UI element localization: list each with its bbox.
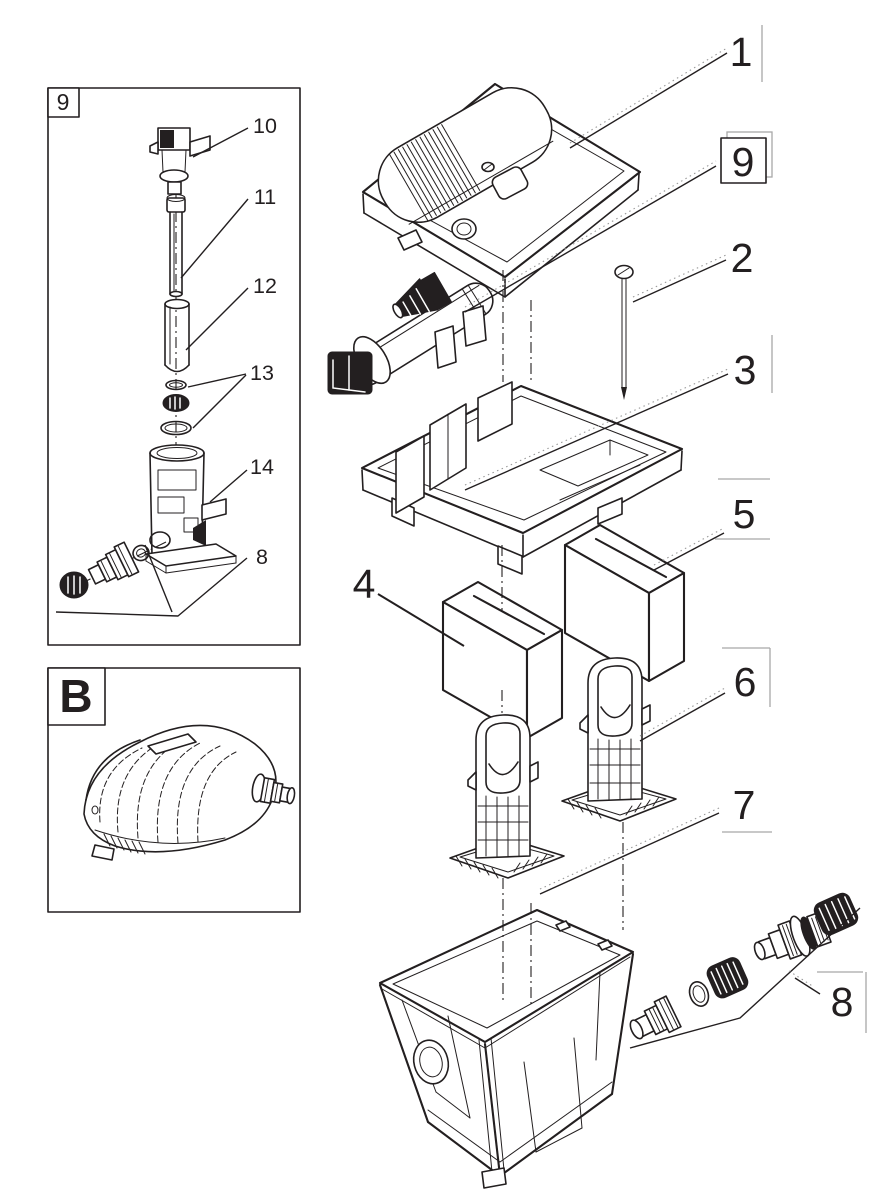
callout-1: 1	[729, 29, 753, 75]
container-outlet	[409, 1037, 453, 1088]
callout-3: 3	[733, 347, 757, 393]
filter-lid-part	[363, 74, 640, 297]
uv-lamp-holder-part	[150, 128, 210, 194]
callout-11: 11	[253, 185, 277, 209]
pump-inset-b	[48, 668, 300, 912]
foam-holder-left-part	[450, 715, 564, 878]
callout-13: 13	[250, 361, 274, 385]
callout-8: 8	[830, 979, 854, 1025]
callout-5: 5	[732, 491, 756, 537]
cleaning-pin-part	[615, 266, 633, 401]
detail-inset-9	[48, 88, 300, 645]
callout-7: 7	[732, 782, 756, 828]
uvc-clarifier-part	[328, 271, 499, 394]
water-stop-housing-part	[146, 445, 236, 573]
inset-hose-fitting-part	[60, 542, 151, 598]
foam-holder-right-part	[562, 658, 676, 821]
callout-12: 12	[253, 274, 277, 298]
pond-pump-illustration	[84, 725, 297, 860]
callout-14: 14	[250, 455, 274, 479]
callout-4: 4	[352, 561, 376, 607]
callout-inset-8: 8	[256, 545, 268, 569]
main-exploded-view	[328, 25, 866, 1188]
foam-filter-right-part	[565, 525, 684, 681]
filter-container-part	[380, 910, 633, 1188]
quartz-tube-part	[165, 300, 189, 372]
callout-6: 6	[733, 659, 757, 705]
callout-10: 10	[253, 114, 277, 138]
callout-9: 9	[731, 139, 755, 185]
inset-frame-label-9: 9	[56, 89, 70, 115]
callout-2: 2	[730, 235, 754, 281]
inset-frame-label-b: B	[59, 670, 93, 722]
hose-fittings-part	[625, 891, 861, 1047]
